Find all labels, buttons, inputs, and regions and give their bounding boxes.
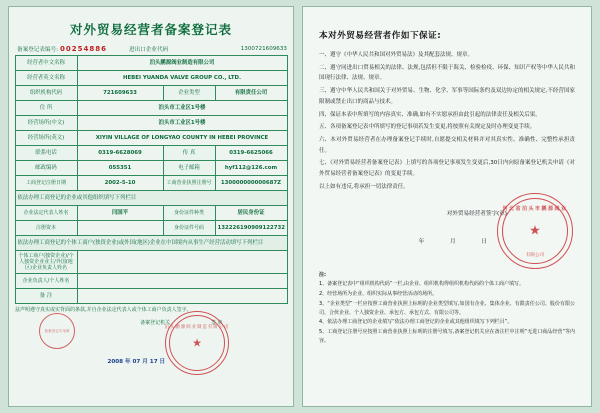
id-number-value: 132226190909122732 (215, 221, 287, 236)
main-form-table (15, 55, 288, 304)
telephone-label: 联系电话 (15, 146, 77, 161)
place-en-value: XIYIN VILLAGE OF LONGYAO COUNTY IN HEBEI PROVINCE (77, 131, 287, 146)
notes-title: 注: (319, 271, 326, 278)
table-row (15, 116, 287, 131)
id-type-value: 居民身份证 (215, 206, 287, 221)
signature-area (15, 315, 287, 367)
company-seal-left (165, 311, 229, 375)
owner-id-value (77, 274, 287, 289)
table-row (15, 86, 287, 101)
trader-date-line: 年 月 日 (418, 238, 499, 245)
guarantee-item: 四、保证本表中所填写的内容真实、准确,如有不实愿承担由此引起的法律责任及相关后果。 (319, 111, 541, 118)
reg-number-value: 00254886 (60, 45, 108, 53)
signature-label: 签 章 (210, 319, 223, 326)
table-row (15, 146, 287, 161)
name-cn-label: 经营者中文名称 (15, 56, 77, 71)
org-code-value: 721609633 (77, 86, 163, 101)
guarantee-item: 七、《对外贸易经营者备案登记表》上填写的各项登记事项发生变更后,30日内向原备案登记机关申请《对外贸易经营者备案登记表》的变更手续。 (319, 160, 575, 178)
owner-name-label: 个体工商户(独资企业)/个人独资企业业主/外国(地区)企业负责人姓名 (15, 251, 77, 274)
place-cn-label: 经营场所(中文) (15, 116, 77, 131)
table-row (15, 274, 287, 289)
company-seal-arc-top: 河北省泊头市鹏源阀业 (502, 205, 568, 212)
registration-form-left (8, 6, 294, 407)
address-value: 泊头市工业区1号楼 (77, 101, 287, 116)
telephone-value: 0319-6628069 (77, 146, 163, 161)
business-reg-date-label: 工商登记注册日期 (15, 176, 77, 191)
star-icon: ★ (192, 336, 202, 349)
table-row (15, 176, 287, 191)
guarantee-item: 以上如有违反,将承担一切法律责任。 (319, 183, 409, 190)
table-row (15, 71, 287, 86)
org-code-top-right: 1300721609633 (240, 46, 287, 52)
guarantee-item: 二、遵守同进出口贸易相关的法律、法规,包括但不限于海关、检验检疫、环保、知识产权等中华人民共和国现行法律、法规、规章。 (319, 64, 575, 82)
registration-number-row (17, 45, 287, 53)
license-number-value: 130000000000687Z (215, 176, 287, 191)
import-export-code-label: 进出口企业代码 (129, 47, 169, 53)
legal-rep-label: 企业法定代表人姓名 (15, 206, 77, 221)
table-row (15, 56, 287, 71)
business-reg-date-value: 2002-5-10 (77, 176, 163, 191)
filing-organ-seal-text: 备案登记专用章 (44, 328, 70, 333)
right-signature-area (319, 207, 575, 265)
registered-capital-label: 注册资本 (15, 221, 77, 236)
email-value: hyf112@126.com (215, 161, 287, 176)
name-cn-value: 泊头鹏源阀业制造有限公司 (77, 56, 287, 71)
name-en-value: HEBEI YUANDA VALVE GROUP CO., LTD. (77, 71, 287, 86)
remark-label: 备 注 (15, 289, 77, 304)
note-item: 2、经营场所为企业、组织实际从事经营活动的场所。 (319, 291, 438, 298)
registered-capital-value (77, 221, 163, 236)
guarantee-item: 三、遵守中华人民共和国关于对外贸易、生物、化学、军事等国际条约及双边协定的相关规定,不经营国家限制或禁止出口的商品与技术。 (319, 88, 575, 105)
fax-label: 传 真 (163, 146, 215, 161)
remark-value (77, 289, 287, 304)
table-row (15, 161, 287, 176)
section-individual-label: 依法办理工商登记的个体工商户(独资企业)或外国(地区)企业在中国境内从事生产经营活动填写下列栏目 (15, 236, 287, 251)
fax-value: 0319-6625066 (215, 146, 287, 161)
enterprise-type-value: 有限责任公司 (215, 86, 287, 101)
guarantee-body (319, 50, 575, 193)
email-label: 电子邮箱 (163, 161, 215, 176)
section-header-row (15, 191, 287, 206)
company-seal-right (497, 193, 573, 269)
note-item: 4、依法办理工商登记的企业填写“依法办理工商登记的企业或其他组织填写下列栏目”。 (319, 319, 513, 326)
page-title: 对外贸易经营者备案登记表 (69, 22, 232, 37)
enterprise-type-label: 企业类型 (163, 86, 215, 101)
declaration-text: 兹声明遵守真实或实背面的条款,并自企业法定代表人或个体工商户负责人签字。 (15, 307, 192, 313)
issue-date: 2008 年 07 月 17 日 (107, 358, 166, 365)
zipcode-label: 邮政编码 (15, 161, 77, 176)
section-header-row (15, 236, 287, 251)
filing-organ-label: 备案登记机关 (140, 319, 171, 326)
notes-block (319, 271, 575, 346)
place-cn-value: 泊头市工业区1号楼 (77, 116, 287, 131)
guarantee-item: 一、遵守《中华人民共和国对外贸易法》及其配套法规、规章。 (319, 52, 474, 58)
note-item: 5、工商登记注册号应按照工商营业执照上标明的注册号填写,备案登记机关应在备注栏中注明“无进口商品经营”等内容。 (319, 329, 575, 344)
id-type-label: 身份证件种类 (163, 206, 215, 221)
address-label: 住 所 (15, 101, 77, 116)
company-seal-top-text: 泊头鹏源阀业制造有限公司 (164, 324, 230, 330)
table-row (15, 131, 287, 146)
guarantee-item: 五、各项备案登记表中所填写的登记事项若发生变更,将按照有关规定及时办理变更手续。 (319, 124, 536, 131)
trader-signature-label: 对外贸易经营者签字(章) (446, 210, 507, 217)
table-row (15, 101, 287, 116)
table-row (15, 289, 287, 304)
owner-name-value (77, 251, 287, 274)
star-icon: ★ (529, 223, 541, 239)
name-en-label: 经营者英文名称 (15, 71, 77, 86)
section-enterprise-label: 依法办理工商登记的企业或其他组织填写下列栏目 (15, 191, 287, 206)
place-en-label: 经营场所(英文) (15, 131, 77, 146)
zipcode-value: 055351 (77, 161, 163, 176)
guarantee-page-right (302, 6, 592, 407)
note-item: 1、备案登记表中“组织机构代码”一栏,由企业、组织机构得组织机构代码的个体工商户填写。 (319, 281, 524, 288)
org-code-label: 组织机构代码 (15, 86, 77, 101)
table-row (15, 251, 287, 274)
guarantee-item: 六、本对外贸易经营者在办理备案登记手续时,自愿提交相关材料并对其真实性、准确性、完整性承担责任。 (319, 137, 575, 154)
company-seal-arc-bottom: 有限公司 (525, 252, 545, 258)
note-item: 3、“企业类型”一栏应按照工商营业执照上标明的企业类型填写,如国有企业、集体企业、有限责任公司、股份有限公司、合伙企业、个人独资企业、承包方、承包方式、有限公司等。 (319, 300, 575, 316)
filing-organ-seal (39, 313, 75, 349)
guarantee-title: 本对外贸易经营者作如下保证: (319, 31, 442, 41)
legal-rep-value: 闫国平 (77, 206, 163, 221)
id-number-label: 身份证件号码 (163, 221, 215, 236)
reg-number-label: 备案登记表编号: (17, 47, 59, 53)
table-row (15, 206, 287, 221)
table-row (15, 221, 287, 236)
owner-id-label: 企业负责人/个人姓名 (15, 274, 77, 289)
license-number-label: 工商营业执照注册号 (163, 176, 215, 191)
